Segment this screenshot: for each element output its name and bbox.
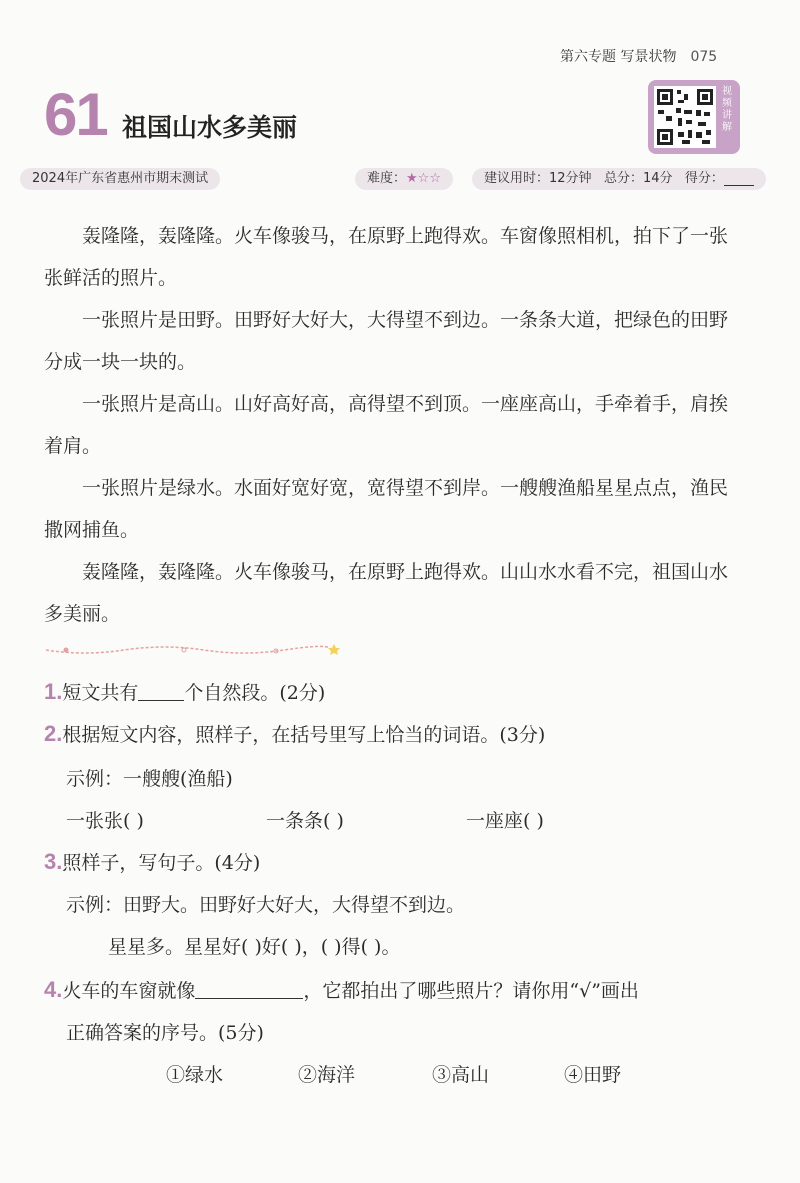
lesson-title: 祖国山水多美丽 bbox=[122, 113, 298, 142]
passage-paragraph: 轰隆隆，轰隆隆。火车像骏马，在原野上跑得欢。车窗像照相机，拍下了一张张鲜活的照片。 bbox=[44, 225, 729, 289]
passage-paragraph: 轰隆隆，轰隆隆。火车像骏马，在原野上跑得欢。山山水水看不完，祖国山水多美丽。 bbox=[44, 561, 729, 625]
info-bar bbox=[20, 168, 760, 190]
option-1[interactable]: ①绿水 bbox=[166, 1064, 224, 1086]
difficulty-label: 难度： bbox=[367, 171, 407, 186]
question-2-example: 示例：一艘艘(渔船) bbox=[66, 768, 233, 790]
question-number: 3. bbox=[44, 849, 63, 874]
answer-field-2[interactable]: 一条条( ) bbox=[266, 810, 344, 832]
question-text: 照样子，写句子。(4分) bbox=[62, 852, 261, 874]
answer-field-3[interactable]: 一座座( ) bbox=[466, 810, 544, 832]
passage-paragraph: 一张照片是田野。田野好大好大，大得望不到边。一条条大道，把绿色的田野分成一块一块的。 bbox=[44, 309, 729, 373]
time-score-bar bbox=[472, 168, 766, 190]
question-text: ，它都拍出了哪些照片？请你用“√”画出 bbox=[303, 980, 639, 1002]
question-number: 4. bbox=[44, 977, 63, 1002]
question-text: 火车的车窗就像 bbox=[62, 980, 196, 1002]
score-blank[interactable] bbox=[724, 171, 754, 186]
section-title: 第六专题 写景状物 bbox=[560, 49, 677, 65]
exam-source: 2024年广东省惠州市期末测试 bbox=[20, 168, 220, 190]
option-2[interactable]: ②海洋 bbox=[298, 1064, 356, 1086]
page-number: 075 bbox=[690, 49, 718, 65]
sentence-answer-field[interactable]: 星星多。星星好( )好( )，( )得( )。 bbox=[108, 936, 401, 958]
question-4 bbox=[44, 976, 639, 1003]
option-4[interactable]: ④田野 bbox=[564, 1064, 622, 1086]
question-3 bbox=[44, 848, 260, 875]
answer-blank[interactable] bbox=[138, 682, 184, 701]
question-number: 2. bbox=[44, 721, 63, 746]
suggested-time: 建议用时：12分钟 bbox=[484, 171, 592, 186]
question-number: 1. bbox=[44, 679, 63, 704]
difficulty bbox=[355, 168, 453, 190]
decorative-divider bbox=[44, 640, 340, 660]
question-4-line2: 正确答案的序号。(5分) bbox=[66, 1022, 264, 1044]
passage-paragraph: 一张照片是高山。山好高好高，高得望不到顶。一座座高山，手牵着手，肩挨着肩。 bbox=[44, 393, 729, 457]
difficulty-stars: ★☆☆ bbox=[406, 171, 441, 186]
video-explain-tag: 视频讲解 bbox=[722, 86, 732, 133]
score-label: 得分： bbox=[684, 171, 724, 186]
question-text: 个自然段。(2分) bbox=[184, 682, 326, 704]
reading-passage bbox=[44, 215, 744, 635]
question-3-example: 示例：田野大。田野好大好大，大得望不到边。 bbox=[66, 894, 466, 916]
lesson-number: 61 bbox=[44, 81, 107, 148]
option-3[interactable]: ③高山 bbox=[432, 1064, 490, 1086]
question-text: 根据短文内容，照样子，在括号里写上恰当的词语。(3分) bbox=[62, 724, 546, 746]
qr-code-panel[interactable] bbox=[648, 80, 740, 154]
question-2 bbox=[44, 720, 545, 747]
question-text: 短文共有 bbox=[62, 682, 139, 704]
answer-field-1[interactable]: 一张张( ) bbox=[66, 810, 144, 832]
total-score: 总分：14分 bbox=[603, 171, 673, 186]
qr-code-icon[interactable] bbox=[654, 86, 716, 148]
answer-blank[interactable] bbox=[195, 980, 303, 999]
passage-paragraph: 一张照片是绿水。水面好宽好宽，宽得望不到岸。一艘艘渔船星星点点，渔民撒网捕鱼。 bbox=[44, 477, 729, 541]
page-header bbox=[560, 46, 717, 66]
question-1 bbox=[44, 678, 325, 705]
